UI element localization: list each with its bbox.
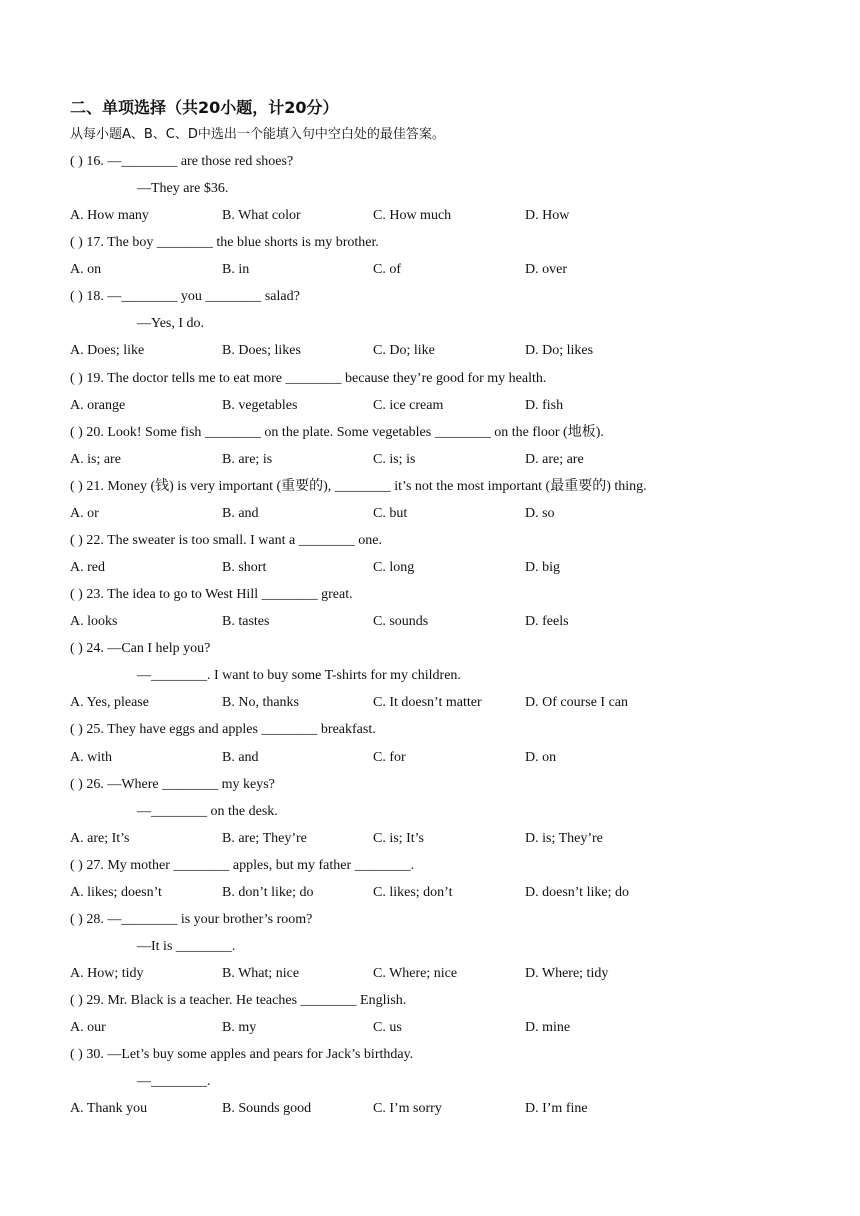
answer-option: D. over bbox=[525, 262, 567, 277]
question-dialogue-line: —They are $36. bbox=[137, 181, 229, 196]
answer-option: D. How bbox=[525, 208, 570, 223]
question-dialogue-line: —________. I want to buy some T-shirts for my children. bbox=[137, 668, 461, 683]
answer-option: C. Do; like bbox=[373, 343, 435, 358]
answer-option: A. Yes, please bbox=[70, 695, 149, 710]
answer-option: A. Thank you bbox=[70, 1101, 148, 1116]
answer-option: D. Where; tidy bbox=[525, 966, 609, 981]
answer-option: A. Does; like bbox=[70, 343, 145, 358]
answer-option: A. looks bbox=[70, 614, 118, 629]
answer-option: A. How many bbox=[70, 208, 149, 223]
answer-option: A. orange bbox=[70, 398, 126, 413]
answer-option: C. Where; nice bbox=[373, 966, 458, 981]
question-dialogue-line: —Yes, I do. bbox=[137, 316, 205, 331]
answer-option: B. and bbox=[222, 750, 259, 765]
answer-option: A. red bbox=[70, 560, 105, 575]
question-stem: ( ) 23. The idea to go to West Hill ________ great. bbox=[70, 587, 353, 602]
answer-option: C. long bbox=[373, 560, 415, 575]
answer-option: A. likes; doesn’t bbox=[70, 885, 162, 900]
answer-option: B. and bbox=[222, 506, 259, 521]
answer-option: B. What; nice bbox=[222, 966, 300, 981]
question-stem: ( ) 17. The boy ________ the blue shorts is my brother. bbox=[70, 235, 379, 250]
answer-option: B. my bbox=[222, 1020, 257, 1035]
answer-option: B. What color bbox=[222, 208, 301, 223]
answer-option: D. big bbox=[525, 560, 560, 575]
answer-option: A. are; It’s bbox=[70, 831, 130, 846]
answer-option: D. are; are bbox=[525, 452, 584, 467]
answer-option: D. feels bbox=[525, 614, 569, 629]
answer-option: D. Of course I can bbox=[525, 695, 629, 710]
question-stem: ( ) 27. My mother ________ apples, but my father ________. bbox=[70, 858, 415, 873]
answer-option: A. How; tidy bbox=[70, 966, 144, 981]
answer-option: D. I’m fine bbox=[525, 1101, 588, 1116]
question-stem: ( ) 18. —________ you ________ salad? bbox=[70, 289, 300, 304]
answer-option: B. Does; likes bbox=[222, 343, 301, 358]
question-stem: ( ) 30. —Let’s buy some apples and pears for Jack’s birthday. bbox=[70, 1047, 414, 1062]
question-stem: ( ) 20. Look! Some fish ________ on the plate. Some vegetables ________ on the floor (地板). bbox=[70, 425, 604, 440]
answer-option: D. fish bbox=[525, 398, 564, 413]
answer-option: D. is; They’re bbox=[525, 831, 603, 846]
answer-option: C. but bbox=[373, 506, 408, 521]
question-stem: ( ) 29. Mr. Black is a teacher. He teaches ________ English. bbox=[70, 993, 407, 1008]
answer-option: C. for bbox=[373, 750, 406, 765]
question-stem: ( ) 25. They have eggs and apples ________ breakfast. bbox=[70, 722, 376, 737]
answer-option: A. on bbox=[70, 262, 102, 277]
answer-option: B. in bbox=[222, 262, 250, 277]
answer-option: C. ice cream bbox=[373, 398, 444, 413]
answer-option: C. I’m sorry bbox=[373, 1101, 442, 1116]
answer-option: B. are; They’re bbox=[222, 831, 307, 846]
answer-option: C. likes; don’t bbox=[373, 885, 453, 900]
question-stem: ( ) 22. The sweater is too small. I want a ________ one. bbox=[70, 533, 382, 548]
answer-option: D. mine bbox=[525, 1020, 571, 1035]
answer-option: A. is; are bbox=[70, 452, 121, 467]
answer-option: C. of bbox=[373, 262, 401, 277]
answer-option: C. How much bbox=[373, 208, 452, 223]
answer-option: C. us bbox=[373, 1020, 402, 1035]
answer-option: B. vegetables bbox=[222, 398, 298, 413]
question-stem: ( ) 19. The doctor tells me to eat more ________ because they’re good for my health. bbox=[70, 371, 547, 386]
answer-option: A. or bbox=[70, 506, 99, 521]
answer-option: C. is; It’s bbox=[373, 831, 424, 846]
answer-option: B. Sounds good bbox=[222, 1101, 312, 1116]
answer-option: B. short bbox=[222, 560, 267, 575]
answer-option: D. on bbox=[525, 750, 557, 765]
answer-option: B. No, thanks bbox=[222, 695, 299, 710]
answer-option: C. sounds bbox=[373, 614, 429, 629]
answer-option: B. are; is bbox=[222, 452, 273, 467]
answer-option: C. is; is bbox=[373, 452, 416, 467]
answer-option: A. our bbox=[70, 1020, 106, 1035]
answer-option: D. doesn’t like; do bbox=[525, 885, 629, 900]
answer-option: B. tastes bbox=[222, 614, 270, 629]
question-dialogue-line: —________. bbox=[137, 1074, 211, 1089]
section-title: 二、单项选择（共20小题，计20分） bbox=[70, 98, 339, 117]
question-stem: ( ) 21. Money (钱) is very important (重要的), ________ it’s not the most important (最重要的) thing. bbox=[70, 479, 647, 494]
answer-option: D. Do; likes bbox=[525, 343, 594, 358]
answer-option: D. so bbox=[525, 506, 555, 521]
answer-option: C. It doesn’t matter bbox=[373, 695, 482, 710]
question-stem: ( ) 26. —Where ________ my keys? bbox=[70, 777, 275, 792]
question-dialogue-line: —________ on the desk. bbox=[137, 804, 278, 819]
answer-option: B. don’t like; do bbox=[222, 885, 314, 900]
answer-option: A. with bbox=[70, 750, 112, 765]
question-dialogue-line: —It is ________. bbox=[137, 939, 236, 954]
section-instruction: 从每小题A、B、C、D中选出一个能填入句中空白处的最佳答案。 bbox=[70, 127, 445, 142]
question-stem: ( ) 24. —Can I help you? bbox=[70, 641, 211, 656]
question-stem: ( ) 28. —________ is your brother’s room? bbox=[70, 912, 313, 927]
question-stem: ( ) 16. —________ are those red shoes? bbox=[70, 154, 294, 169]
